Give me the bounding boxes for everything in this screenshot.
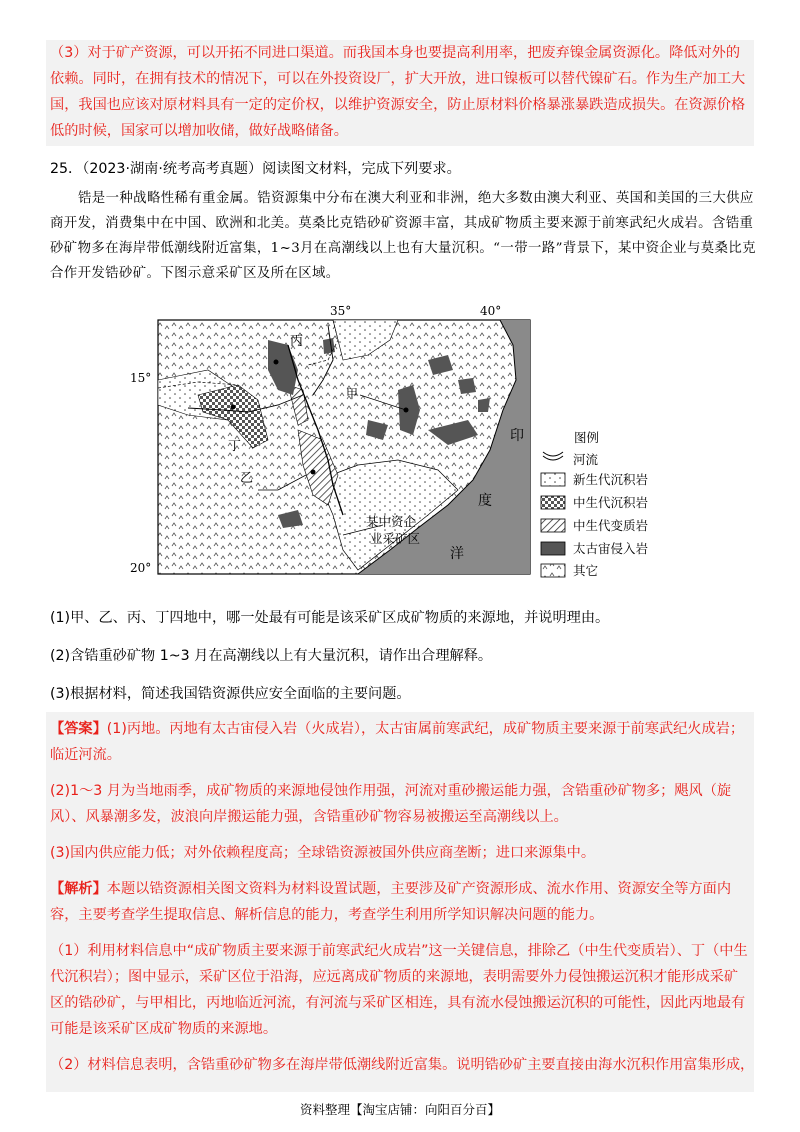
analysis-label: 【解析】 <box>50 881 107 897</box>
legend-meso-sed-swatch <box>541 496 565 509</box>
archean-intrusive-f <box>458 378 476 394</box>
question-header <box>50 157 758 181</box>
question-prompt: 阅读图文材料，完成下列要求。 <box>262 161 461 177</box>
sub-question-1: (1)甲、乙、丙、丁四地中，哪一处最有可能是该采矿区成矿物质的来源地，并说明理由。 <box>50 610 610 626</box>
lat-label-20: 20° <box>130 561 152 575</box>
answer-2: (2)1～3 月为当地雨季，成矿物质的来源地侵蚀作用强，河流对重砂搬运能力强，含锆重砂矿物多；飓风（旋风）、风暴潮多发，波浪向岸搬运能力强，含锆重砂矿物容易被搬运至高潮线以上。 <box>50 783 732 825</box>
legend-other: 其它 <box>573 563 599 578</box>
analysis-intro-text: 本题以锆资源相关图文资料为材料设置试题，主要涉及矿产资源形成、流水作用、资源安全等方面内容，主要考查学生提取信息、解析信息的能力，考查学生利用所学知识解决问题的能力。 <box>50 881 732 923</box>
legend-meso-sed: 中生代沉积岩 <box>573 495 649 510</box>
material-paragraph: 锆是一种战略性稀有重金属。锆资源集中分布在澳大利亚和非洲，绝大多数由澳大利亚、英国和美国的三大供应商开发，消费集中在中国、欧洲和北美。莫桑比克锆砂矿资源丰富，其成矿物质主要来源于前寒武纪火成岩。含锆重砂矿物多在海岸带低潮线附近富集，1~3月在高潮线以上也有大量沉积。“一带一路”背景下，某中资企业与莫桑比克合作开发锆砂矿。下图示意采矿区及所在区域。 <box>50 191 756 281</box>
bing-point <box>274 360 279 365</box>
yi-label: 乙 <box>240 471 254 486</box>
previous-answer-block <box>46 40 754 146</box>
bing-label: 丙 <box>290 334 304 349</box>
answer-3: (3)国内供应能力低；对外依赖程度高；全球锆资源被国外供应商垄断；进口来源集中。 <box>50 845 596 861</box>
answer-1-text: (1)丙地。丙地有太古宙侵入岩（火成岩），太古宙属前寒武纪，成矿物质主要来源于前寒武纪火成岩；临近河流。 <box>50 721 745 763</box>
legend-river: 河流 <box>573 452 599 467</box>
legend-new-sed: 新生代沉积岩 <box>573 472 649 487</box>
question-number: 25． <box>50 161 83 177</box>
ding-point <box>231 405 236 410</box>
legend-other-swatch <box>541 564 565 577</box>
legend-archean-swatch <box>541 542 565 555</box>
legend-new-sed-swatch <box>541 473 565 486</box>
mine-label-line1: 某中资企 <box>366 514 417 529</box>
jia-point <box>404 408 409 413</box>
map-svg <box>128 300 688 590</box>
map-figure <box>128 300 688 590</box>
answer-section <box>46 712 754 1092</box>
legend-meta: 中生代变质岩 <box>573 518 649 533</box>
ocean-char-2: 度 <box>478 493 492 509</box>
lon-label-40: 40° <box>480 304 502 318</box>
legend-archean: 太古宙侵入岩 <box>573 541 649 556</box>
lon-label-35: 35° <box>330 304 352 318</box>
yi-point <box>311 470 316 475</box>
analysis-p2: （2）材料信息表明，含锆重砂矿物多在海岸带低潮线附近富集。说明锆砂矿主要直接由海水沉积作用富集形成， <box>50 1057 754 1073</box>
sub-question-2: (2)含锆重砂矿物 1~3 月在高潮线以上有大量沉积，请作出合理解释。 <box>50 648 493 664</box>
question-source: （2023·湖南·统考高考真题） <box>82 161 263 177</box>
jia-label: 甲 <box>346 387 359 401</box>
legend-river-icon <box>543 452 563 456</box>
ocean-char-3: 洋 <box>450 546 464 562</box>
legend-meta-swatch <box>541 519 565 532</box>
analysis-intro <box>46 866 754 928</box>
answer-label: 【答案】 <box>50 721 107 737</box>
sub-question-3: (3)根据材料，简述我国锆资源供应安全面临的主要问题。 <box>50 686 411 702</box>
ocean-char-1: 印 <box>510 428 524 444</box>
analysis-p1: （1）利用材料信息中“成矿物质主要来源于前寒武纪火成岩”这一关键信息，排除乙（中生代变质岩）、丁（中生代沉积岩）；图中显示，采矿区位于沿海，应远离成矿物质的来源地，表明需要外力侵蚀搬运沉积才能形成采矿区的锆砂矿，与甲相比，丙地临近河流，有河流与采矿区相连，具有流水侵蚀搬运沉积的可能性，因此丙地最有可能是该采矿区成矿物质的来源地。 <box>50 943 748 1037</box>
archean-intrusive-g <box>478 398 490 412</box>
answer-1 <box>46 712 754 768</box>
archean-intrusive-i <box>323 338 335 354</box>
mine-label-line2: 业采矿区 <box>370 531 421 546</box>
previous-answer-text: （3）对于矿产资源，可以开拓不同进口渠道。而我国本身也要提高利用率，把废弃镍金属资源化。降低对外的依赖。同时，在拥有技术的情况下，可以在外投资设厂，扩大开放，进口镍板可以替代镍矿石。作为生产加工大国，我国也应该对原材料具有一定的定价权，以维护资源安全，防止原材料价格暴涨暴跌造成损失。在资源价格低的时候，国家可以增加收储，做好战略储备。 <box>50 45 746 139</box>
ding-label: 丁 <box>228 439 242 454</box>
legend-title: 图例 <box>574 430 600 445</box>
legend-river-icon-2 <box>543 456 563 460</box>
footer: 资料整理【淘宝店铺：向阳百分百】 <box>299 1102 500 1117</box>
lat-label-15: 15° <box>130 371 152 385</box>
